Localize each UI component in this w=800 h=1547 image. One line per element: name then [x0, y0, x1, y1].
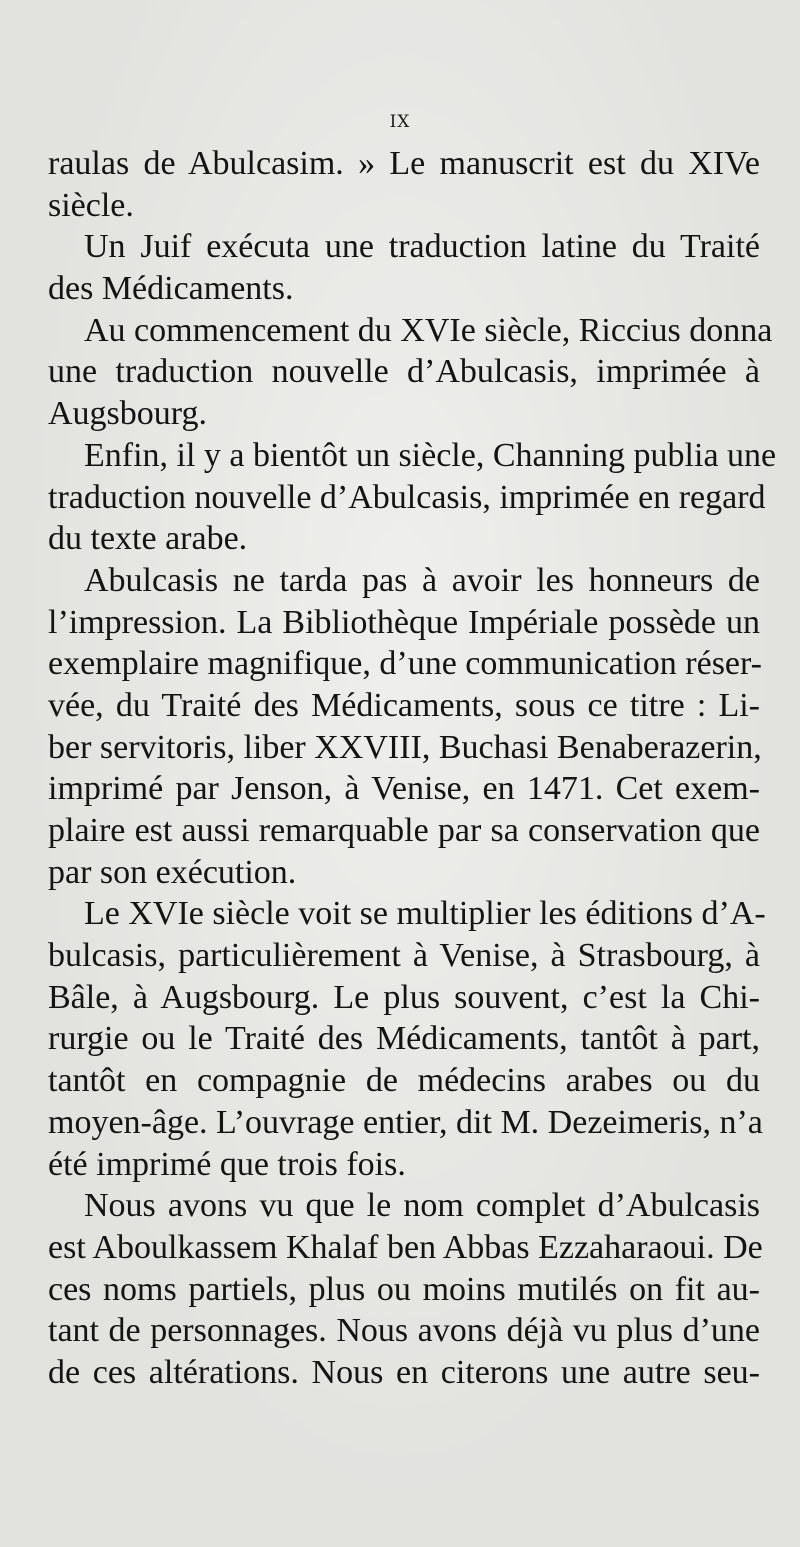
text-line: Augsbourg.: [48, 395, 207, 433]
text-line: des Médicaments.: [48, 270, 294, 308]
text-line: traduction nouvelle d’Abulcasis, imprimée en regard: [48, 478, 766, 516]
text-line: du texte arabe.: [48, 520, 248, 558]
text-line: ber servitoris, liber XXVIII, Buchasi Benaberazerin,: [48, 728, 762, 766]
text-line: Le XVIe siècle voit se multiplier les éditions d’A-: [84, 895, 766, 933]
text-line: l’impression. La Bibliothèque Impériale possède un: [48, 603, 760, 641]
text-line: de ces altérations. Nous en citerons une autre seu-: [48, 1353, 760, 1391]
text-line: siècle.: [48, 186, 134, 224]
text-line: par son exécution.: [48, 853, 297, 891]
text-line: Au commencement du XVIe siècle, Riccius donna: [84, 311, 773, 349]
text-line: tant de personnages. Nous avons déjà vu plus d’une: [48, 1312, 760, 1350]
text-line: plaire est aussi remarquable par sa conservation que: [48, 812, 760, 849]
text-line: est Aboulkassem Khalaf ben Abbas Ezzaharaoui. De: [48, 1228, 763, 1266]
text-line: tantôt en compagnie de médecins arabes ou du: [48, 1062, 760, 1100]
text-line: une traduction nouvelle d’Abulcasis, imprimée à: [48, 353, 760, 391]
text-line: Enfin, il y a bientôt un siècle, Channing publia une: [84, 436, 777, 474]
page-number: IX: [389, 112, 411, 132]
text-line: été imprimé que trois fois.: [48, 1145, 406, 1183]
text-line: vée, du Traité des Médicaments, sous ce titre : Li-: [48, 686, 760, 724]
text-line: moyen-âge. L’ouvrage entier, dit M. Dezeimeris, n’a: [48, 1103, 763, 1141]
text-line: Abulcasis ne tarda pas à avoir les honneurs de: [84, 561, 760, 599]
text-line: Bâle, à Augsbourg. Le plus souvent, c’est la Chi-: [48, 978, 760, 1016]
text-line: Nous avons vu que le nom complet d’Abulcasis: [84, 1187, 760, 1225]
text-line: ces noms partiels, plus ou moins mutilés on fit au-: [48, 1270, 760, 1308]
text-line: raulas de Abulcasim. » Le manuscrit est du XIVe: [48, 145, 760, 182]
text-line: exemplaire magnifique, d’une communication réser-: [48, 645, 762, 683]
text-line: imprimé par Jenson, à Venise, en 1471. Cet exem-: [48, 770, 760, 808]
text-line: Un Juif exécuta une traduction latine du Traité: [84, 228, 760, 266]
text-line: bulcasis, particulièrement à Venise, à Strasbourg, à: [48, 937, 760, 975]
text-line: rurgie ou le Traité des Médicaments, tantôt à part,: [48, 1020, 760, 1058]
body-text: [48, 143, 777, 1394]
